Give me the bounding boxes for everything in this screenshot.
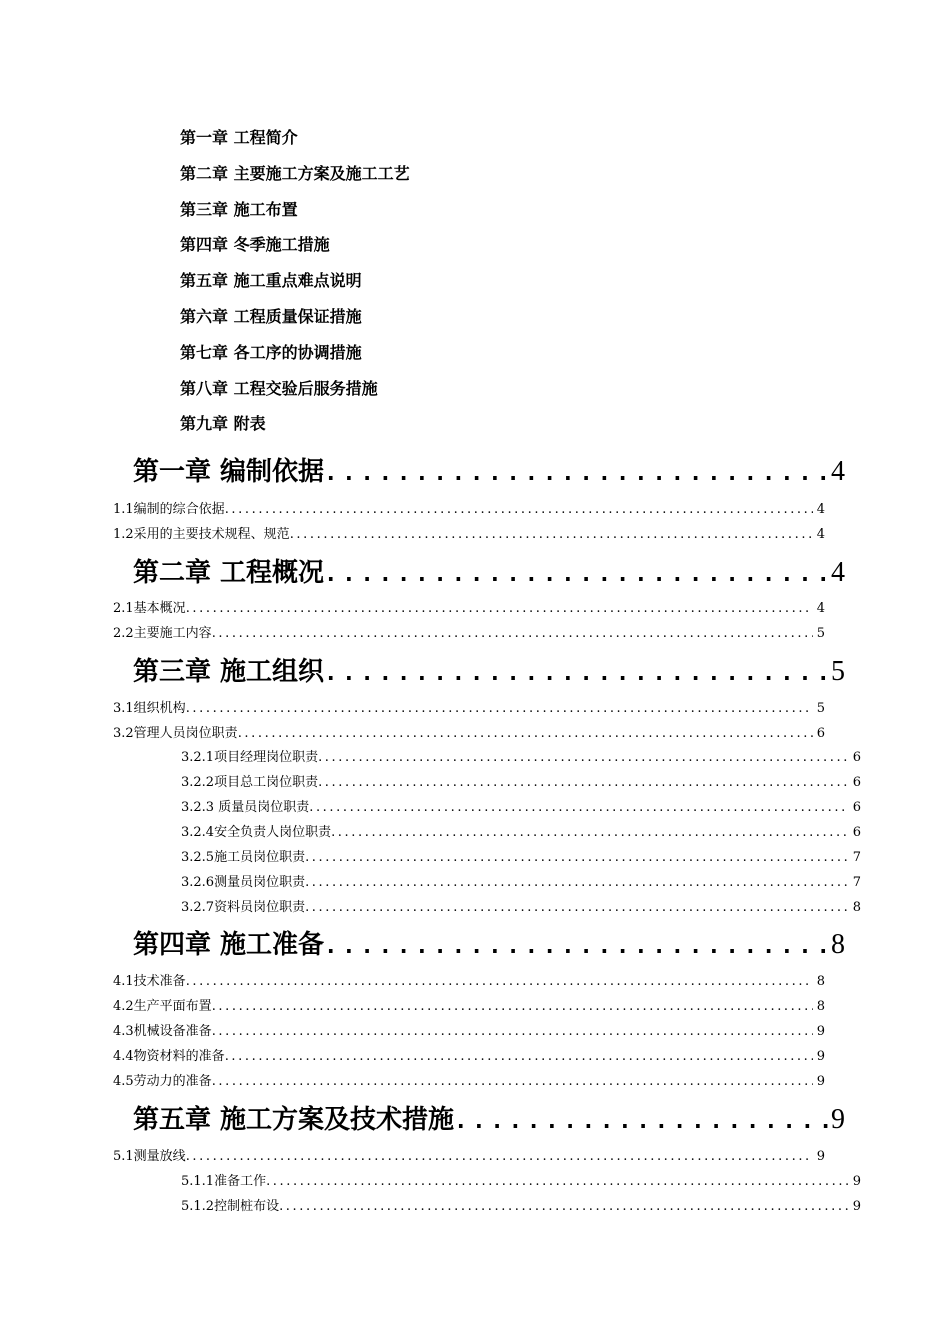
toc-page-number: 6 — [852, 800, 861, 815]
chapter-summary-item: 第一章 工程简介 — [180, 128, 298, 147]
toc-dot-leader — [318, 772, 849, 794]
chapter-summary-item: 第四章 冬季施工措施 — [180, 235, 330, 255]
toc-dot-leader — [331, 822, 849, 844]
toc-dot-leader — [305, 872, 849, 894]
toc-dot-leader — [225, 1046, 813, 1068]
toc-entry-label: 1.1编制的综合依据 — [113, 502, 225, 517]
toc-page-number: 7 — [852, 875, 861, 890]
toc-dot-leader — [186, 1146, 813, 1168]
chapter-summary-item: 第三章 施工布置 — [180, 199, 298, 219]
toc-entry-label: 3.2.5施工员岗位职责 — [181, 850, 306, 865]
toc-page-number: 7 — [852, 850, 861, 865]
toc-section-entry — [113, 524, 825, 546]
toc-section-entry — [181, 847, 861, 869]
toc-section-entry — [113, 623, 825, 645]
toc-chapter-entry — [133, 553, 845, 593]
toc-section-entry — [181, 1171, 861, 1193]
toc-entry-label: 第二章 工程概况 — [133, 558, 325, 588]
toc-entry-label: 3.2.3 质量员岗位职责 — [181, 800, 310, 815]
toc-dot-leader — [324, 555, 831, 593]
toc-entry-label: 4.3机械设备准备 — [113, 1024, 212, 1039]
toc-chapter-entry — [133, 1100, 845, 1140]
toc-page-number: 9 — [816, 1024, 825, 1039]
toc-dot-leader — [324, 454, 831, 492]
toc-section-entry — [181, 747, 861, 769]
toc-entry-label: 3.2管理人员岗位职责 — [113, 726, 238, 741]
toc-entry-label: 第四章 施工准备 — [133, 930, 325, 960]
toc-page-number: 4 — [816, 601, 825, 616]
chapter-summary-item: 第八章 工程交验后服务措施 — [180, 378, 378, 398]
toc-dot-leader — [186, 598, 813, 620]
toc-entry-label: 1.2采用的主要技术规程、规范 — [113, 527, 290, 542]
toc-section-entry — [113, 598, 825, 620]
toc-dot-leader — [324, 927, 831, 965]
toc-section-entry — [181, 822, 861, 844]
toc-dot-leader — [290, 524, 813, 546]
toc-entry-label: 2.2主要施工内容 — [113, 626, 212, 641]
toc-dot-leader — [305, 897, 849, 919]
toc-entry-label: 4.5劳动力的准备 — [113, 1074, 212, 1089]
toc-entry-label: 3.2.6测量员岗位职责 — [181, 875, 306, 890]
toc-section-entry — [113, 1021, 825, 1043]
toc-chapter-entry — [133, 925, 845, 965]
toc-dot-leader — [305, 847, 849, 869]
toc-page-number: 5 — [816, 701, 825, 716]
toc-section-entry — [113, 499, 825, 521]
toc-page-number: 5 — [831, 656, 845, 687]
toc-section-entry — [113, 996, 825, 1018]
chapter-summary-item: 第二章 主要施工方案及施工工艺 — [180, 163, 410, 183]
toc-entry-label: 3.2.7资料员岗位职责 — [181, 900, 306, 915]
toc-page-number: 5 — [816, 626, 825, 641]
chapter-summary-item: 第五章 施工重点难点说明 — [180, 271, 362, 291]
toc-dot-leader — [318, 747, 849, 769]
toc-entry-label: 5.1测量放线 — [113, 1149, 186, 1164]
toc-section-entry — [113, 1046, 825, 1068]
toc-entry-label: 2.1基本概况 — [113, 601, 186, 616]
chapter-summary-item: 第七章 各工序的协调措施 — [180, 342, 362, 362]
toc-page-number: 6 — [852, 775, 861, 790]
toc-dot-leader — [186, 971, 813, 993]
toc-section-entry — [113, 971, 825, 993]
toc-entry-label: 3.2.4安全负责人岗位职责 — [181, 825, 332, 840]
toc-page-number: 8 — [831, 929, 845, 960]
toc-dot-leader — [238, 723, 813, 745]
toc-dot-leader — [266, 1171, 849, 1193]
toc-section-entry — [181, 797, 861, 819]
toc-entry-label: 4.4物资材料的准备 — [113, 1049, 225, 1064]
toc-dot-leader — [454, 1102, 831, 1140]
toc-dot-leader — [324, 654, 831, 692]
toc-section-entry — [181, 772, 861, 794]
toc-entry-label: 4.1技术准备 — [113, 974, 186, 989]
toc-page-number: 6 — [816, 726, 825, 741]
chapter-summary-item: 第六章 工程质量保证措施 — [180, 306, 362, 326]
toc-entry-label: 3.2.1项目经理岗位职责 — [181, 750, 319, 765]
toc-page-number: 8 — [816, 999, 825, 1014]
toc-dot-leader — [309, 797, 849, 819]
toc-page-number: 9 — [852, 1174, 861, 1189]
toc-dot-leader — [212, 996, 813, 1018]
toc-section-entry — [181, 897, 861, 919]
toc-dot-leader — [212, 623, 813, 645]
toc-section-entry — [181, 872, 861, 894]
toc-dot-leader — [212, 1071, 813, 1093]
toc-dot-leader — [279, 1196, 849, 1218]
toc-page-number: 8 — [816, 974, 825, 989]
toc-page-number: 6 — [852, 825, 861, 840]
toc-page-number: 8 — [852, 900, 861, 915]
toc-section-entry — [113, 723, 825, 745]
toc-page-number: 9 — [852, 1199, 861, 1214]
toc-entry-label: 第五章 施工方案及技术措施 — [133, 1105, 455, 1135]
toc-dot-leader — [225, 499, 813, 521]
toc-page-number: 4 — [831, 557, 845, 588]
toc-entry-label: 5.1.1准备工作 — [181, 1174, 267, 1189]
toc-dot-leader — [212, 1021, 813, 1043]
toc-entry-label: 4.2生产平面布置 — [113, 999, 212, 1014]
toc-page-number: 9 — [816, 1049, 825, 1064]
toc-entry-label: 第三章 施工组织 — [133, 657, 325, 687]
toc-dot-leader — [186, 698, 813, 720]
toc-page-number: 4 — [816, 527, 825, 542]
toc-page-number: 6 — [852, 750, 861, 765]
toc-section-entry — [181, 1196, 861, 1218]
toc-entry-label: 5.1.2控制桩布设 — [181, 1199, 280, 1214]
toc-entry-label: 第一章 编制依据 — [133, 457, 325, 487]
toc-chapter-entry — [133, 652, 845, 692]
toc-section-entry — [113, 1071, 825, 1093]
toc-page-number: 9 — [831, 1104, 845, 1135]
toc-entry-label: 3.2.2项目总工岗位职责 — [181, 775, 319, 790]
toc-page-number: 9 — [816, 1074, 825, 1089]
toc-chapter-entry — [133, 452, 845, 492]
toc-section-entry — [113, 1146, 825, 1168]
toc-page-number: 4 — [831, 456, 845, 487]
toc-page-number: 9 — [816, 1149, 825, 1164]
toc-section-entry — [113, 698, 825, 720]
toc-entry-label: 3.1组织机构 — [113, 701, 186, 716]
chapter-summary-item: 第九章 附表 — [180, 414, 266, 434]
toc-page-number: 4 — [816, 502, 825, 517]
